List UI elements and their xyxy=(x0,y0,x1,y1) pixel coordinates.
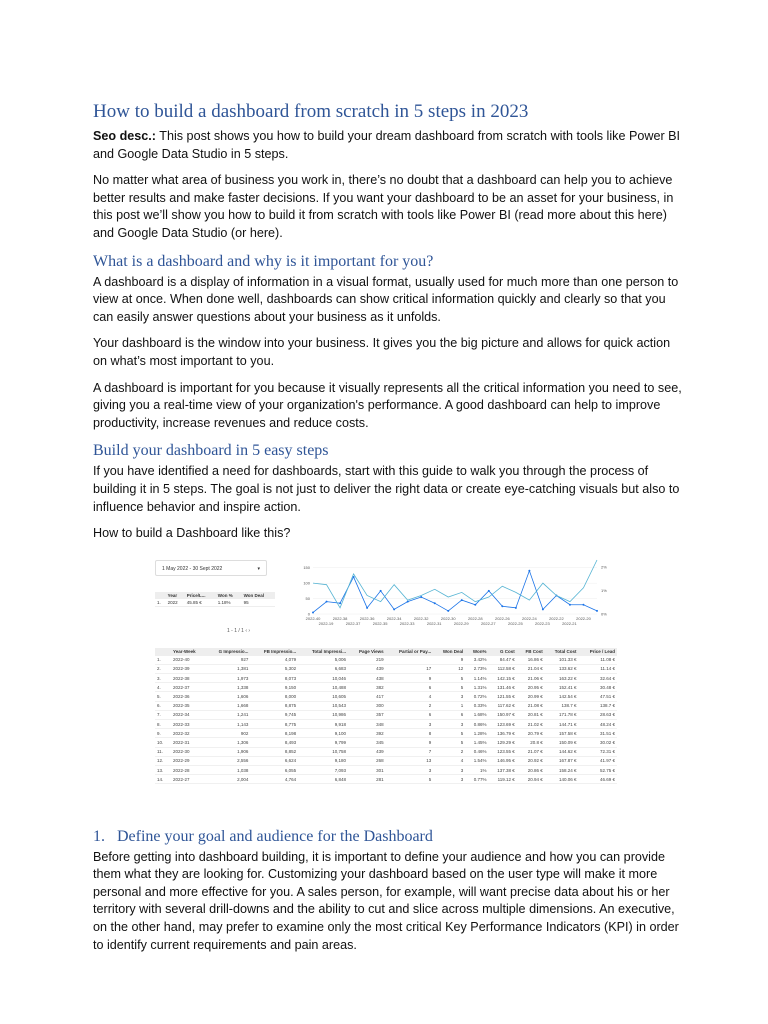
y-tick-label: 50 xyxy=(305,595,310,601)
table-row xyxy=(155,775,617,784)
table-cell: 7. xyxy=(155,710,171,719)
table-cell: 6,683 xyxy=(298,664,348,673)
column-header[interactable]: Page Views xyxy=(348,648,386,656)
table-cell: 5. xyxy=(155,692,171,701)
step-heading-1 xyxy=(93,827,683,847)
table-cell: 131.46 € xyxy=(489,683,517,692)
table-cell: 1,338 xyxy=(206,683,250,692)
table-pager: 1 - 1 / 1 ‹ › xyxy=(227,627,251,634)
table-cell: 3 xyxy=(433,765,465,774)
table-cell: 30.02 € xyxy=(578,738,617,747)
data-point xyxy=(447,610,449,612)
table-cell: 171.78 € xyxy=(545,710,579,719)
data-point xyxy=(407,600,409,602)
table-cell: 2. xyxy=(155,664,171,673)
table-cell: 48.24 € xyxy=(578,720,617,729)
table-cell: 357 xyxy=(348,710,386,719)
y2-tick-label: 0% xyxy=(601,611,607,617)
table-cell: 5 xyxy=(433,674,465,683)
table-cell: 138.7 € xyxy=(545,701,579,710)
paragraph: How to build a Dashboard like this? xyxy=(93,526,291,541)
table-cell: 2022-29 xyxy=(171,756,206,765)
table-cell: 47.51 € xyxy=(578,692,617,701)
table-cell: 439 xyxy=(348,664,386,673)
table-cell: 72.31 € xyxy=(578,747,617,756)
table-cell: 3 xyxy=(386,765,434,774)
table-row xyxy=(155,656,617,665)
table-cell: 1,668 xyxy=(206,701,250,710)
column-header[interactable] xyxy=(155,648,171,656)
table-cell: 28.63 € xyxy=(578,710,617,719)
dashboard-figure xyxy=(149,552,619,817)
data-point xyxy=(474,603,476,605)
seo-description xyxy=(93,128,683,163)
table-cell: 12 xyxy=(433,664,465,673)
column-header[interactable]: FB Cost xyxy=(517,648,545,656)
weekly-table xyxy=(155,648,617,785)
table-cell: 2.73% xyxy=(465,664,488,673)
table-cell: 8,493 xyxy=(250,738,298,747)
table-cell: 8,198 xyxy=(250,729,298,738)
x-tick-label: 2022-40 xyxy=(305,615,321,621)
table-cell: 268 xyxy=(348,756,386,765)
table-cell: 9 xyxy=(386,674,434,683)
table-cell: 8,875 xyxy=(250,701,298,710)
table-cell: 9,799 xyxy=(298,738,348,747)
table-cell: 3 xyxy=(386,720,434,729)
x-tick-label: 2022-34 xyxy=(386,615,402,621)
table-cell: 1% xyxy=(465,765,488,774)
table-cell: 1. xyxy=(155,599,166,607)
series-line xyxy=(313,560,597,608)
data-point xyxy=(501,605,503,607)
intro-paragraph: No matter what area of business you work in, there’s no doubt that a dashboard can help you to achieve better results and make faster decisions. If you want your dashboard to be an asset for your business, in this post we’ll show you how to build it from scratch with tools like Power BI (read more about this here) and Google Data Studio (or here). xyxy=(93,173,674,240)
table-cell: 5,006 xyxy=(298,656,348,665)
column-header[interactable]: Won% xyxy=(465,648,488,656)
table-cell: 146.95 € xyxy=(489,756,517,765)
paragraph: A dashboard is a display of information in a visual format, usually used for much more than one person to view at once. When done well, dashboards can show critical information quickly and clearly so that you can easily answer questions about your business as it unfolds. xyxy=(93,274,679,324)
table-cell: 219 xyxy=(348,656,386,665)
data-point xyxy=(528,569,530,571)
table-row xyxy=(155,664,617,673)
x-tick-label: 2022-31 xyxy=(426,620,442,626)
table-cell: 101.33 € xyxy=(545,656,579,665)
table-cell: 1.68% xyxy=(465,710,488,719)
column-header[interactable]: FB Impressio... xyxy=(250,648,298,656)
table-cell: 20.92 € xyxy=(517,756,545,765)
table-cell: 8,775 xyxy=(250,720,298,729)
summary-table xyxy=(155,592,275,607)
table-cell: 20.81 € xyxy=(517,710,545,719)
data-point xyxy=(569,603,571,605)
table-cell: 2022-39 xyxy=(171,664,206,673)
table-cell: 41.97 € xyxy=(578,756,617,765)
y-tick-label: 100 xyxy=(303,580,310,586)
x-tick-label: 2022-32 xyxy=(413,615,429,621)
table-cell: 5 xyxy=(386,775,434,784)
data-point xyxy=(312,611,314,613)
table-cell: 21.08 € xyxy=(517,701,545,710)
table-cell xyxy=(386,656,434,665)
table-cell: 9,745 xyxy=(250,710,298,719)
table-cell: 2022-40 xyxy=(171,656,206,665)
table-cell: 6. xyxy=(155,701,171,710)
table-cell: 2022-36 xyxy=(171,692,206,701)
table-cell: 927 xyxy=(206,656,250,665)
table-cell: 0.46% xyxy=(465,747,488,756)
table-cell: 6 xyxy=(433,710,465,719)
table-cell: 382 xyxy=(348,683,386,692)
table-cell: 1,038 xyxy=(206,765,250,774)
table-cell: 10,488 xyxy=(298,683,348,692)
date-range-picker xyxy=(155,560,267,576)
table-cell: 2022 xyxy=(166,599,185,607)
table-cell: 9,150 xyxy=(250,683,298,692)
table-cell: 438 xyxy=(348,674,386,683)
table-cell: 301 xyxy=(348,765,386,774)
table-cell: 392 xyxy=(348,729,386,738)
date-range-label: 1 May 2022 - 30 Sept 2022 xyxy=(162,565,223,572)
x-tick-label: 2022-24 xyxy=(522,615,537,621)
table-cell: 20.79 € xyxy=(517,729,545,738)
table-cell: 345 xyxy=(348,738,386,747)
table-cell: 3 xyxy=(433,692,465,701)
table-cell: 14. xyxy=(155,775,171,784)
table-row xyxy=(155,701,617,710)
table-cell: 123.55 € xyxy=(489,747,517,756)
data-point xyxy=(461,599,463,601)
table-cell: 9,180 xyxy=(298,756,348,765)
seo-text: This post shows you how to build your dream dashboard from scratch with tools like Power BI and Google Data Studio in 5 steps. xyxy=(93,129,681,161)
section-heading-build: Build your dashboard in 5 easy steps xyxy=(93,442,329,460)
table-cell: 13. xyxy=(155,765,171,774)
table-cell: 140.06 € xyxy=(545,775,579,784)
table-cell: 2 xyxy=(433,747,465,756)
x-tick-label: 2022-22 xyxy=(549,615,564,621)
table-cell: 0.77% xyxy=(465,775,488,784)
table-cell: 0.86% xyxy=(465,720,488,729)
table-cell: 20.94 € xyxy=(517,775,545,784)
table-cell: 142.15 € xyxy=(489,674,517,683)
table-cell: 3 xyxy=(433,720,465,729)
paragraph: Before getting into dashboard building, it is important to define your audience and how you can provide them what they are looking for. Customizing your dashboard based on the user type will make it more personal and more effective for you. A sales person, for example, will want precise data about his or her territory with several drill-downs and the ability to cut and slice across multiple dimensions. An executive, on the other hand, may prefer to examine only the most critical Key Performance Indicators (KPI) in order to identify current requirements and pain areas. xyxy=(93,849,679,952)
table-cell: 0.33% xyxy=(465,701,488,710)
table-cell: 46.69 € xyxy=(578,775,617,784)
table-cell: 20.95 € xyxy=(517,683,545,692)
table-cell: 84.47 € xyxy=(489,656,517,665)
table-cell: 157.58 € xyxy=(545,729,579,738)
table-cell: 2022-30 xyxy=(171,747,206,756)
table-cell: 137.38 € xyxy=(489,765,517,774)
table-cell: 10,046 xyxy=(298,674,348,683)
table-cell: 20.99 € xyxy=(517,692,545,701)
table-cell: 1. xyxy=(155,656,171,665)
table-cell: 144.71 € xyxy=(545,720,579,729)
section-heading-what-is: What is a dashboard and why is it important for you? xyxy=(93,252,434,270)
table-cell: 2022-31 xyxy=(171,738,206,747)
table-cell: 10,986 xyxy=(298,710,348,719)
table-cell: 21.02 € xyxy=(517,720,545,729)
table-cell: 123.69 € xyxy=(489,720,517,729)
x-tick-label: 2022-23 xyxy=(535,620,550,626)
table-row xyxy=(155,710,617,719)
column-header[interactable]: Partial or Pay... xyxy=(386,648,434,656)
table-cell: 3 xyxy=(433,775,465,784)
table-cell: 121.55 € xyxy=(489,692,517,701)
x-tick-label: 2022-26 xyxy=(494,615,510,621)
table-cell: 6 xyxy=(386,683,434,692)
data-point xyxy=(596,610,598,612)
table-cell: 10,543 xyxy=(298,701,348,710)
x-tick-label: 2022-28 xyxy=(467,615,483,621)
table-cell: 138.7 € xyxy=(578,701,617,710)
table-cell: 11. xyxy=(155,747,171,756)
data-point xyxy=(380,590,382,592)
column-header[interactable]: Year xyxy=(166,592,185,599)
table-cell: 1.14% xyxy=(465,674,488,683)
table-cell: 1,973 xyxy=(206,674,250,683)
column-header[interactable] xyxy=(155,592,166,599)
table-cell: 136.79 € xyxy=(489,729,517,738)
table-cell: 1.45% xyxy=(465,738,488,747)
table-cell: 439 xyxy=(348,747,386,756)
x-tick-label: 2022-19 xyxy=(318,620,334,626)
table-cell: 2022-37 xyxy=(171,683,206,692)
data-point xyxy=(515,607,517,609)
table-cell: 1.31% xyxy=(465,683,488,692)
table-row xyxy=(155,738,617,747)
column-header[interactable]: Total Impressi... xyxy=(298,648,348,656)
table-cell: 152.41 € xyxy=(545,683,579,692)
table-cell: 9. xyxy=(155,729,171,738)
table-cell: 8 xyxy=(386,729,434,738)
table-cell: 150.09 € xyxy=(545,738,579,747)
table-row xyxy=(155,747,617,756)
table-cell: 300 xyxy=(348,701,386,710)
table-cell: 5 xyxy=(433,683,465,692)
table-cell: 21.07 € xyxy=(517,747,545,756)
table-cell: 1,906 xyxy=(206,747,250,756)
table-cell: 21.04 € xyxy=(517,664,545,673)
table-cell: 2,004 xyxy=(206,775,250,784)
table-cell: 95 xyxy=(242,599,275,607)
table-cell: 9 xyxy=(433,656,465,665)
table-cell: 142.54 € xyxy=(545,692,579,701)
table-cell: 1,241 xyxy=(206,710,250,719)
table-cell: 8. xyxy=(155,720,171,729)
table-cell: 9 xyxy=(386,738,434,747)
column-header[interactable]: Year-Week xyxy=(171,648,206,656)
table-cell: 32.64 € xyxy=(578,674,617,683)
document-page xyxy=(93,100,683,963)
table-cell: 12. xyxy=(155,756,171,765)
table-cell: 3. xyxy=(155,674,171,683)
table-cell: 10,758 xyxy=(298,747,348,756)
page-title: How to build a dashboard from scratch in 5 steps in 2023 xyxy=(93,101,529,122)
table-cell: 902 xyxy=(206,729,250,738)
x-tick-label: 2022-29 xyxy=(453,620,469,626)
table-cell: 3.42% xyxy=(465,656,488,665)
paragraph: If you have identified a need for dashboards, start with this guide to walk you through the process of building it in 5 steps. The goal is not just to deliver the right data or create eye-catching visuals but also to influence behavior and inspire action. xyxy=(93,464,680,514)
table-cell: 4 xyxy=(386,692,434,701)
table-cell: 6 xyxy=(386,710,434,719)
table-cell: 10. xyxy=(155,738,171,747)
table-cell: 150.97 € xyxy=(489,710,517,719)
column-header[interactable]: Price / Lead xyxy=(578,648,617,656)
data-point xyxy=(366,607,368,609)
table-cell: 2022-28 xyxy=(171,765,206,774)
table-cell: 4,079 xyxy=(250,656,298,665)
x-tick-label: 2022-21 xyxy=(562,620,577,626)
column-header[interactable]: G Cost xyxy=(489,648,517,656)
column-header[interactable]: Won Deal xyxy=(242,592,275,599)
table-cell: 8,073 xyxy=(250,674,298,683)
table-cell: 2022-27 xyxy=(171,775,206,784)
table-cell: 8,852 xyxy=(250,747,298,756)
table-cell: 117.62 € xyxy=(489,701,517,710)
column-header[interactable]: G Impressio... xyxy=(206,648,250,656)
table-cell: 1.18% xyxy=(216,599,242,607)
table-cell: 5,302 xyxy=(250,664,298,673)
table-cell: 20.86 € xyxy=(517,765,545,774)
table-cell: 17 xyxy=(386,664,434,673)
table-cell: 13 xyxy=(386,756,434,765)
data-point xyxy=(434,602,436,604)
table-row xyxy=(155,756,617,765)
table-cell: 112.58 € xyxy=(489,664,517,673)
data-point xyxy=(420,596,422,598)
table-cell: 1,143 xyxy=(206,720,250,729)
x-tick-label: 2022-27 xyxy=(480,620,496,626)
x-tick-label: 2022-36 xyxy=(359,615,375,621)
column-header[interactable]: Price/L... xyxy=(185,592,216,599)
step-title: Define your goal and audience for the Dashboard xyxy=(117,827,433,845)
table-cell: 9,918 xyxy=(298,720,348,729)
table-cell: 163.22 € xyxy=(545,674,579,683)
table-row xyxy=(155,599,275,607)
table-cell: 1,606 xyxy=(206,692,250,701)
table-row xyxy=(155,720,617,729)
paragraph: Your dashboard is the window into your business. It gives you the big picture and allows for quick action on what’s most important to you. xyxy=(93,336,671,368)
table-cell: 45.85 € xyxy=(185,599,216,607)
table-cell: 4,764 xyxy=(250,775,298,784)
data-point xyxy=(339,602,341,604)
table-cell: 2022-33 xyxy=(171,720,206,729)
x-tick-label: 2022-33 xyxy=(399,620,415,626)
step-number: 1. xyxy=(93,827,105,845)
table-cell: 167.87 € xyxy=(545,756,579,765)
chevron-down-icon: ▾ xyxy=(257,565,260,572)
table-cell: 6,055 xyxy=(250,765,298,774)
table-cell: 144.62 € xyxy=(545,747,579,756)
table-cell: 2022-35 xyxy=(171,701,206,710)
table-cell: 2 xyxy=(386,701,434,710)
table-cell: 16.86 € xyxy=(517,656,545,665)
table-cell: 5 xyxy=(433,738,465,747)
table-cell: 6,624 xyxy=(250,756,298,765)
table-row xyxy=(155,765,617,774)
table-cell: 8,000 xyxy=(250,692,298,701)
table-cell: 281 xyxy=(348,775,386,784)
data-point xyxy=(326,600,328,602)
table-cell: 9,100 xyxy=(298,729,348,738)
table-cell: 2022-32 xyxy=(171,729,206,738)
table-cell: 20.8 € xyxy=(517,738,545,747)
x-tick-label: 2022-37 xyxy=(345,620,361,626)
y2-tick-label: 2% xyxy=(601,564,607,570)
table-cell: 133.62 € xyxy=(545,664,579,673)
table-cell: 348 xyxy=(348,720,386,729)
column-header[interactable]: Won % xyxy=(216,592,242,599)
table-cell: 21.06 € xyxy=(517,674,545,683)
table-cell: 119.12 € xyxy=(489,775,517,784)
x-tick-label: 2022-35 xyxy=(372,620,388,626)
table-cell: 2022-34 xyxy=(171,710,206,719)
table-cell: 1.28% xyxy=(465,729,488,738)
line-chart xyxy=(299,556,617,642)
table-cell: 10,605 xyxy=(298,692,348,701)
table-cell: 7 xyxy=(386,747,434,756)
table-cell: 5 xyxy=(433,729,465,738)
table-cell: 158.24 € xyxy=(545,765,579,774)
x-tick-label: 2022-38 xyxy=(332,615,348,621)
table-cell: 2022-38 xyxy=(171,674,206,683)
y-tick-label: 150 xyxy=(303,564,310,570)
table-row xyxy=(155,674,617,683)
table-cell: 11.08 € xyxy=(578,656,617,665)
table-cell: 11.14 € xyxy=(578,664,617,673)
data-point xyxy=(582,603,584,605)
table-cell: 4 xyxy=(433,756,465,765)
table-cell: 52.75 € xyxy=(578,765,617,774)
paragraph: A dashboard is important for you because it visually represents all the critical information you need to see, giving you a real-time view of your organization's performance. A good dashboard can help to improve productivity, increase revenues and reduce costs. xyxy=(93,380,682,430)
table-cell: 1,306 xyxy=(206,738,250,747)
table-cell: 1 xyxy=(433,701,465,710)
data-point xyxy=(393,608,395,610)
x-tick-label: 2022-20 xyxy=(576,615,591,621)
table-row xyxy=(155,692,617,701)
table-cell: 417 xyxy=(348,692,386,701)
table-cell: 1,381 xyxy=(206,664,250,673)
table-cell: 129.29 € xyxy=(489,738,517,747)
column-header[interactable]: Won Deal xyxy=(433,648,465,656)
table-cell: 1.54% xyxy=(465,756,488,765)
seo-label: Seo desc.: xyxy=(93,129,156,143)
y-tick-label: 0 xyxy=(307,611,310,617)
data-point xyxy=(542,608,544,610)
column-header[interactable]: Total Cost xyxy=(545,648,579,656)
x-tick-label: 2022-30 xyxy=(440,615,456,621)
table-cell: 0.72% xyxy=(465,692,488,701)
table-cell: 2,556 xyxy=(206,756,250,765)
table-row xyxy=(155,683,617,692)
table-row xyxy=(155,729,617,738)
x-tick-label: 2022-25 xyxy=(507,620,523,626)
y2-tick-label: 1% xyxy=(601,587,607,593)
data-point xyxy=(488,590,490,592)
table-cell: 6,848 xyxy=(298,775,348,784)
table-cell: 30.48 € xyxy=(578,683,617,692)
table-cell: 31.51 € xyxy=(578,729,617,738)
table-cell: 4. xyxy=(155,683,171,692)
table-cell: 7,093 xyxy=(298,765,348,774)
